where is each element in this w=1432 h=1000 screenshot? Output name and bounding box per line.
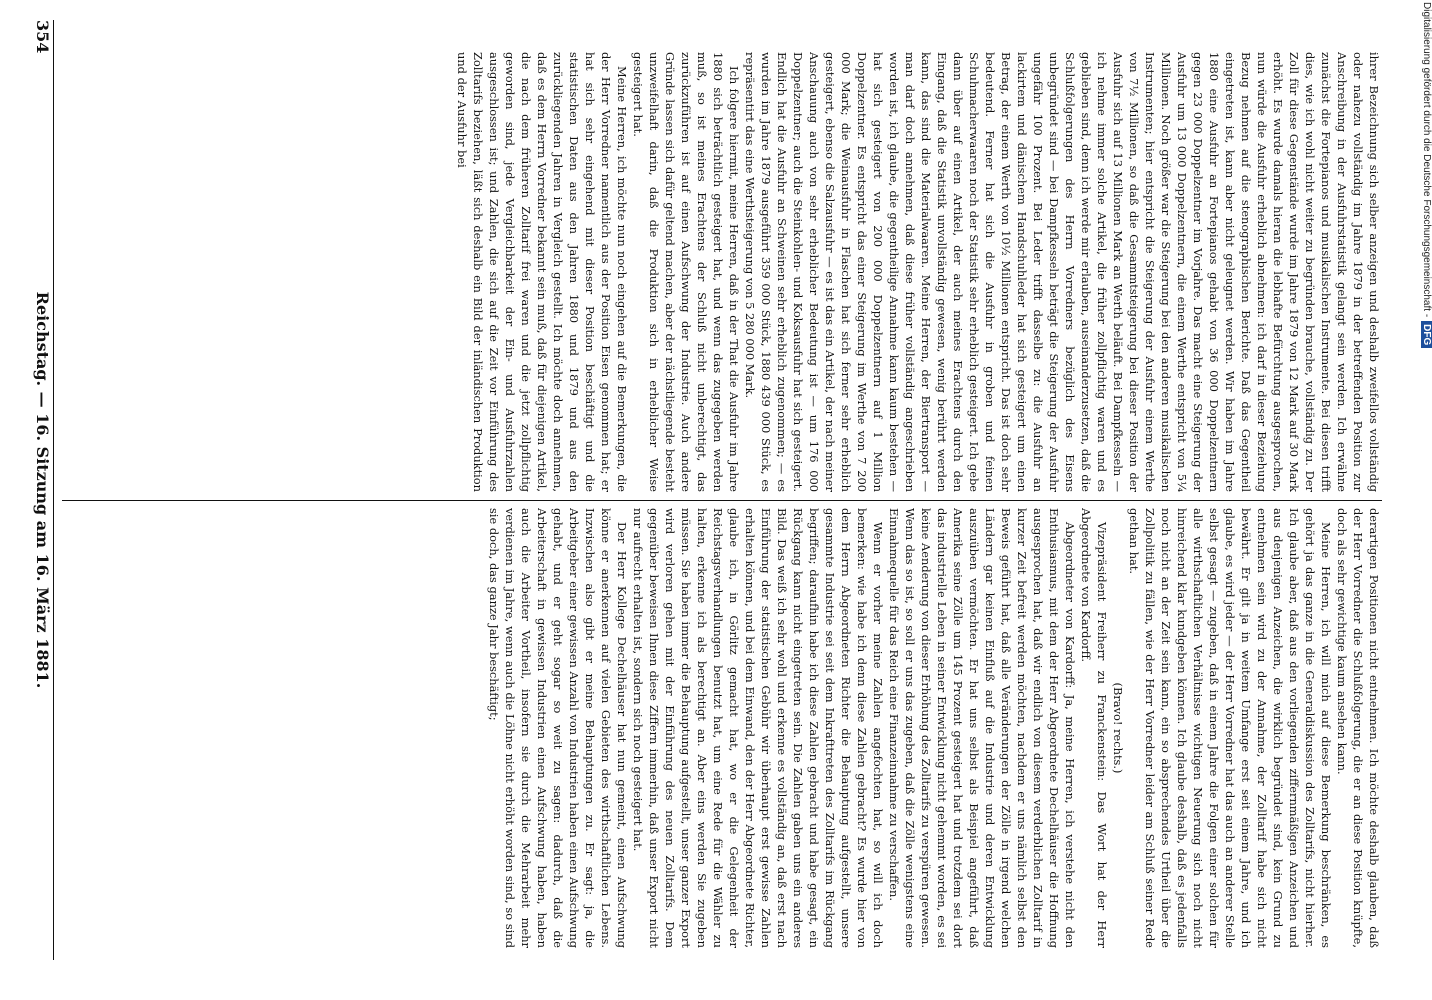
paragraph: Meine Herren, ich möchte nun noch eingehen auf die Bemerkungen, die der Herr Vorredner namentlich aus der Position Eisen genommen hat; er hat sich sehr eingehend mit dieser Position beschäftigt und die statistischen Daten aus den Jahren 1880 und 1879 und aus den zurückliegenden Jahren in Vergleich gestellt. Ich möchte doch annehmen, daß es dem Herrn Vorredner bekannt sein muß, daß für diejenigen Artikel, die nach dem früheren Zolltarif frei waren und die jetzt zollpflichtig geworden sind, jede Vergleichbarkeit der Ein- und Ausfuhrzahlen ausgeschlossen ist; und Zahlen, die sich auf die Zeit vor Einführung des Zolltarifs beziehen, läßt sich deshalb ein Bild der inländischen Produktion und der Ausfuhr bei (455, 52, 629, 492)
digitization-credit (1421, 2, 1432, 622)
paragraph: Meine Herren, ich will mich auf diese Bemerkung beschränken, es gehört ja das ganze in die Generaldiskussion des Zolltarifs, nicht hierher. Ich glaube aber, daß aus den vorliegenden ziffernmäßigen Anzeichen und aus denjenigen Anzeichen, die wirklich begründet sind, kein Grund zu entnehmen sein wird zu der Annahme, der Zolltarif habe sich nicht bewährt. Er gilt ja in weitem Umfange erst seit einem Jahre, und ich glaube, es wird jeder — der Herr Vorredner hat das auch an anderer Stelle selbst gesagt — zugeben, daß in einem Jahre die Folgen einer solchen für alle wirthschaftlichen Verhältnisse wichtigen Neuerung sich noch nicht hinreichend klar kundgeben können. Ich glaube deshalb, daß es jedenfalls noch nicht an der Zeit sein kann, ein so absprechendes Urtheil über die Zollpolitik zu fällen, wie der Herr Vorredner leider am Schluß seiner Rede gethan hat. (1127, 508, 1333, 948)
running-header (28, 20, 52, 960)
paragraph: ihrer Bezeichnung sich selber anzeigen und deshalb zweifellos vollständig oder nahezu vollständig im Jahre 1879 in der betreffenden Position zur Anschreibung in der Ausfuhrstatistik gelangt sein werden. Ich erwähne zunächst die Fortepianos und musikalischen Instrumente. Bei diesen trifft dies, wie ich wohl nicht weiter zu begründen brauche, vollständig zu. Der Zoll für diese Gegenstände wurde im Jahre 1879 von 12 Mark auf 30 Mark erhöht. Es wurde damals hieran die lebhafte Befürchtung ausgesprochen, nun würde die Ausfuhr erheblich abnehmen: ich darf in dieser Beziehung Bezug nehmen auf die stenographischen Berichte. Daß das Gegentheil eingetreten ist, kann aber nicht geleugnet werden. Wir haben im Jahre 1880 eine Ausfuhr an Fortepianos gehabt von 36 000 Doppelzentnern gegen 23 000 Doppelzentner im Vorjahre. Das macht eine Steigerung der Ausfuhr um 13 000 Doppelzentnern, die einem Werthe entspricht von 5¼ Millionen. Noch größer war die Steigerung bei den anderen musikalischen Instrumenten; hier entspricht die Steigerung der Ausfuhr einem Werthe von 7½ Millionen, so daß die Gesammtsteigerung bei dieser Position der Ausfuhr sich auf 13 Millionen Mark an Werth beläuft. Bei Dampfkesseln — ich nehme immer solche Artikel, die früher zollpflichtig waren und es geblieben sind, denn ich werde mir erlauben, auseinanderzusetzen, daß die Schlußfolgerungen des Herrn Vorredners bezüglich des Eisens unbegründet sind — bei Dampfkesseln beträgt die Steigerung der Ausfuhr ungefähr 100 Prozent. Bei Leder trifft dasselbe zu: die Ausfuhr an lackirtem und dänischem Handschuhleder hat sich gesteigert um einen Betrag, der einem Werth von 10½ Millionen entspricht. Das ist doch sehr bedeutend. Ferner hat sich die Ausfuhr in groben und feinen Schuhmacherwaaren noch der Statistik sehr erheblich gesteigert. Ich gebe dann über auf einen Artikel, der auch meines Erachtens durch den Eingang, daß die Statistik unvollständig gewesen, wenig berührt werden kann, das sind die Materialwaaren. Meine Herren, der Biertransport — man darf doch annehmen, daß diese früher vollständig angeschrieben worden ist, ich glaube, die gegentheilige Annahme kann kaum bestehen — hat sich gesteigert von 200 000 Doppelzentnern auf 1 Million Doppelzentner. Es entspricht das einer Steigerung im Werthe von 7 200 000 Mark; die Weinausfuhr in Flaschen hat sich ferner sehr erheblich gesteigert, ebenso die Salzausfuhr — es ist das ein Artikel, der nach meiner Anschauung auch von sehr erheblicher Bedeutung ist — um 176 000 Doppelzentner; auch die Steinkohlen- und Koksausfuhr hat sich gesteigert. Endlich hat die Ausfuhr an Schweinen sehr erheblich zugenommen; — es wurden im Jahre 1879 ausgeführt 359 000 Stück, 1880 439 000 Stück, es repräsentirt das eine Werthsteigerung von 5 280 000 Mark. (743, 52, 1381, 492)
running-title: Reichstag. — 16. Sitzung am 16. März 1881. (33, 291, 52, 689)
paragraph: Ich folgere hiermit, meine Herren, daß in der That die Ausfuhr im Jahre 1880 sich beträchtlich gesteigert hat, und wenn das zugegeben werden muß, so ist meines Erachtens der Schluß nicht unberechtigt, das zurückzuführen ist auf einen Aufschwung der Industrie. Auch andere Gründe lassen sich dafür geltend machen, aber der nächstliegende besteht unzweifelhaft darin, daß die Produktion sich in erheblicher Weise gesteigert hat. (631, 52, 741, 492)
left-text-column (62, 52, 1382, 492)
credit-text: Digitalisierung gefördert durch die Deutsche Forschungsgemeinschaft - (1421, 2, 1432, 318)
right-text-column (62, 508, 1382, 948)
paragraph: Abgeordneter von Kardorff: Ja, meine Herren, ich verstehe nicht den Enthusiasmus, mit dem der Herr Abgeordnete Dechelhäuser die Hoffnung ausgesprochen hat, daß wir endlich von diesem verderblichen Zolltarif in kurzer Zeit befreit werden möchten, nachdem er uns nämlich selbst den Beweis geführt hat, daß alle Veränderungen der Zölle in irgend welchen Ländern gar keinen Einfluß auf die Industrie und deren Entwicklung auszuüben vermöchten. Er hat uns selbst als Beispiel angeführt, daß Amerika seine Zölle um 145 Prozent gesteigert hat und trotzdem sei dort das industrielle Leben in seiner Entwicklung nicht gehemmt worden, es sei keine Aenderung von dieser Erhöhung des Zolltarifs zu verspüren gewesen. Wenn das so ist, so soll er uns das zugeben, daß die Zölle wenigstens eine Einnahmequelle für das Reich eine Finanzeinnahme zu verschaffen. (887, 508, 1077, 948)
page-number: 354 (33, 20, 52, 54)
column-divider (62, 500, 1382, 501)
credit-strip (1416, 0, 1432, 1000)
paragraph: Wenn er vorher meine Zahlen angefochten hat, so will ich doch bemerken: wie habe ich denn diese Zahlen gebracht? Es wurde hier von dem Herrn Abgeordneten Richter die Behauptung aufgestellt, unsere gesammte Industrie sei seit dem Inkrafttreten des Zolltarifs im Rückgang begriffen; daraufhin habe ich diese Zahlen gebracht und habe gesagt, ein Rückgang kann nicht eingetreten sein. Die Zahlen gaben uns ein anderes Bild. Das weiß ich sehr wohl und erkenne es vollständig an, daß erst nach Einführung der statistischen Gebühr wir überhaupt erst gewisse Zahlen erhalten können, und bei dem Einwand, den der Herr Abgeordnete Richter, glaube ich, in Görlitz gemacht hat, wo er die Gelegenheit der Reichstagsverhandlungen benutzt hat, um eine Rede für die Wähler zu halten, erkenne ich als berechtigt an. Aber eins werden Sie zugeben müssen. Sie haben immer die Behauptung aufgestellt, unser ganzer Export wird verloren gehen mit der Einführung des neuen Zolltarifs. Dem gegenüber beweisen Ihnen diese Ziffern immerhin, daß unser Export nicht nur aufrecht erhalten ist, sondern sich noch gesteigert hat. (631, 508, 885, 948)
dfg-logo-badge: DFG (1421, 321, 1432, 348)
paragraph: derartigen Positionen nicht entnehmen. Ich möchte deshalb glauben, daß der Herr Vorredner die Schlußfolgerung, die er an diese Position knüpfte, doch als sehr gewichtige kaum ansehen kann. (1335, 508, 1381, 948)
header-rule (53, 20, 54, 960)
paragraph: Der Herr Kollege Dechelhäuser hat nun gemeint, einen Aufschwung könne er anerkennen auf vielen Gebieten des wirthschaftlichen Lebens. Inzwischen also gibt er meine Behauptungen zu. Er sagt: ja, die Arbeitgeber einer gewissen Anzahl von Industrien haben einen Aufschwung gehabt, und er geht sogar so weit zu sagen: dadurch, daß die Arbeiterschaft in gewissen Industrien einen Aufschwung haben, haben auch die Arbeiter Vortheil, insofern sie durch die Mehrarbeit mehr verdienen im Jahre, wenn auch die Löhne nicht erhöht worden sind, so sind sie doch, das ganze Jahr beschäftigt; (487, 508, 629, 948)
applause-note: (Bravo! rechts.) (1111, 682, 1125, 774)
paragraph: Vizepräsident Freiherr zu Franckenstein: Das Wort hat der Herr Abgeordnete von Kardorff. (1079, 508, 1109, 948)
